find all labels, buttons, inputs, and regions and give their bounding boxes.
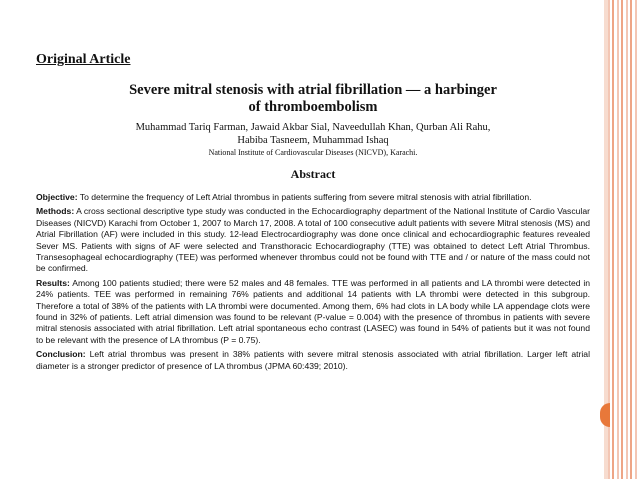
author-list-line-1: Muhammad Tariq Farman, Jawaid Akbar Sial, Naveedullah Khan, Qurban Ali Rahu, [135, 122, 491, 133]
article-type-label: Original Article [36, 52, 131, 67]
paper-page [36, 50, 590, 375]
section-text: A cross sectional descriptive type study was conducted in the Echocardiography department of the National Institute of Cardio Vascular Diseases (NICVD) Karachi from October 1, 2007 to March 17, 2008. A total of 100 consecutive adult patients with severe Mitral stenosis (MS) and Atrial Fibrillation (AF) were included in this study. 12-lead Electrocardiography was done once clinical and echocardiographic features revealed Sever MS. Patients with signs of AF were selected and Transthoracic Echocardiography (TTE) was obtained to detect Left Atrial Thrombus. Transesophageal echocardiography (TEE) was performed whenever thrombus could not be found with TTE and / or nature of the mass could not be confirmed. [36, 206, 590, 274]
abstract-heading: Abstract [290, 167, 336, 181]
section-label: Methods: [36, 206, 75, 217]
abstract-results [36, 278, 590, 346]
section-label: Results: [36, 277, 70, 288]
section-text: To determine the frequency of Left Atrial thrombus in patients suffering from severe mitral stenosis with atrial fibrillation. [79, 192, 532, 202]
author-list [36, 121, 590, 147]
paper-title [56, 82, 570, 116]
decorative-border-stripes [608, 0, 638, 479]
paper-title-line-1: Severe mitral stenosis with atrial fibrillation — a harbinger [129, 82, 497, 98]
affiliation: National Institute of Cardiovascular Diseases (NICVD), Karachi. [208, 148, 418, 157]
section-text: Among 100 patients studied; there were 52 males and 48 females. TTE was performed in all patients and LA thrombi were detected in 24% patients. TEE was performed in remaining 76% patients and additional 14 patients with LA thrombi were detected in this subgroup. Therefore a total of 38% of the patients with LA thrombi were documented. Among them, 6% had clots in LA body while LA appendage clots were found in 32% of patients. Left atrial dimension was found to be relevant (P-value = 0.004) with the presence of thrombus in patients with severe mitral stenosis associated with atrial fibrillation. Left atrial spontaneous echo contrast (LASEC) was found in 54% of patients but it was not found to be relevant with the presence of LA thrombus (P = 0.75). [36, 277, 591, 345]
abstract-methods [36, 206, 590, 274]
section-label: Objective: [36, 192, 78, 202]
author-list-line-2: Habiba Tasneem, Muhammad Ishaq [237, 135, 389, 146]
abstract-conclusion [36, 349, 590, 372]
section-text: Left atrial thrombus was present in 38% patients with severe mitral stenosis associated with atrial fibrillation. Larger left atrial diameter is a stronger predictor of presence of LA thrombus (JPMA 60:439; 2010). [36, 349, 590, 371]
section-label: Conclusion: [36, 349, 86, 360]
abstract-objective [36, 192, 590, 203]
slide-edge-tab [600, 403, 610, 427]
paper-title-line-2: of thromboembolism [248, 99, 378, 115]
